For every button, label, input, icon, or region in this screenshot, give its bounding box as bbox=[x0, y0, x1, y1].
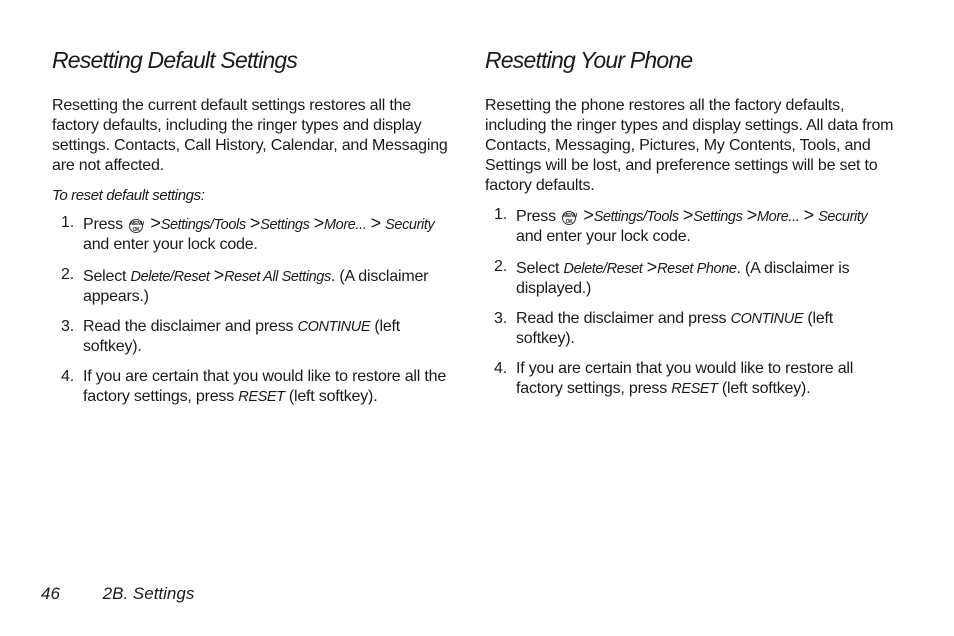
step-text: If you are certain that you would like to restore all factory settings, press bbox=[516, 360, 854, 397]
subheading: To reset default settings: bbox=[52, 187, 205, 204]
step-number: 3. bbox=[494, 310, 507, 327]
arrow-separator: > bbox=[213, 265, 225, 285]
arrow-separator: > bbox=[682, 205, 694, 225]
step-number: 2. bbox=[61, 266, 74, 283]
step-number: 4. bbox=[494, 360, 507, 377]
softkey-label: CONTINUE bbox=[297, 319, 371, 335]
page-number: 46 bbox=[41, 584, 60, 603]
menu-path: Delete/Reset bbox=[563, 261, 643, 277]
softkey-label: RESET bbox=[671, 381, 718, 397]
section-label: 2B. Settings bbox=[102, 584, 195, 603]
arrow-separator: > bbox=[646, 257, 658, 277]
section-title: Resetting Default Settings bbox=[52, 47, 298, 73]
section-title: Resetting Your Phone bbox=[485, 47, 693, 73]
menu-path: Settings/Tools bbox=[593, 209, 679, 225]
page-footer bbox=[41, 584, 194, 604]
arrow-separator: > bbox=[150, 213, 161, 233]
step-text: . (A disclaimer appears.) bbox=[83, 268, 429, 305]
arrow-separator: > bbox=[746, 205, 757, 225]
step-number: 2. bbox=[494, 258, 507, 275]
step-text: Select bbox=[83, 268, 131, 285]
menu-ok-key-icon: MENU OK bbox=[130, 221, 145, 233]
menu-path: More... bbox=[324, 217, 367, 233]
menu-path: Reset Phone bbox=[657, 261, 737, 277]
step-text: (left softkey). bbox=[284, 388, 378, 405]
arrow-separator: > bbox=[370, 213, 381, 233]
menu-path: Settings bbox=[693, 209, 743, 225]
softkey-label: RESET bbox=[238, 389, 285, 405]
step-text: and enter your lock code. bbox=[516, 228, 691, 245]
step-text: and enter your lock code. bbox=[83, 236, 258, 253]
step-text: . (A disclaimer is displayed.) bbox=[516, 260, 850, 297]
arrow-separator: > bbox=[803, 205, 814, 225]
intro-paragraph: Resetting the current default settings restores all the factory defaults, including the ringer types and display settings. Contacts, Call History, Calendar, and Messaging are not affected. bbox=[52, 97, 448, 174]
step-item bbox=[52, 367, 460, 407]
menu-path: Delete/Reset bbox=[130, 269, 210, 285]
menu-path: Settings bbox=[260, 217, 310, 233]
arrow-separator: > bbox=[583, 205, 594, 225]
step-number: 4. bbox=[61, 368, 74, 385]
menu-path: Reset All Settings bbox=[224, 269, 331, 285]
step-list bbox=[52, 213, 460, 407]
step-text: Read the disclaimer and press bbox=[516, 310, 731, 327]
menu-path: Security bbox=[385, 217, 435, 233]
step-text: If you are certain that you would like to restore all the factory settings, press bbox=[83, 368, 447, 405]
step-text: Press bbox=[516, 208, 556, 225]
right-column bbox=[485, 44, 895, 409]
intro-paragraph: Resetting the phone restores all the factory defaults, including the ringer types and display settings. All data from Contacts, Messaging, Pictures, My Contents, Tools, and Settings will be lost, and preference settings will be set to factory defaults. bbox=[485, 97, 894, 194]
menu-path: More... bbox=[757, 209, 800, 225]
step-item bbox=[485, 205, 895, 247]
arrow-separator: > bbox=[313, 213, 324, 233]
menu-path: Settings/Tools bbox=[160, 217, 246, 233]
step-text: Read the disclaimer and press bbox=[83, 318, 298, 335]
step-item bbox=[485, 359, 895, 399]
softkey-label: CONTINUE bbox=[730, 311, 804, 327]
step-text: (left softkey). bbox=[717, 380, 811, 397]
step-list bbox=[485, 205, 895, 399]
arrow-separator: > bbox=[249, 213, 261, 233]
step-text: Select bbox=[516, 260, 564, 277]
menu-ok-key-icon: MENU OK bbox=[563, 213, 578, 225]
left-column bbox=[52, 44, 460, 417]
step-item bbox=[485, 257, 895, 299]
step-text: Press bbox=[83, 216, 123, 233]
step-item bbox=[52, 317, 460, 357]
step-number: 1. bbox=[494, 206, 507, 223]
menu-path: Security bbox=[818, 209, 868, 225]
step-item bbox=[485, 309, 895, 349]
step-item bbox=[52, 265, 460, 307]
step-text: (left softkey). bbox=[83, 318, 401, 355]
step-number: 1. bbox=[61, 214, 74, 231]
step-item bbox=[52, 213, 460, 255]
step-number: 3. bbox=[61, 318, 74, 335]
step-text: (left softkey). bbox=[516, 310, 834, 347]
